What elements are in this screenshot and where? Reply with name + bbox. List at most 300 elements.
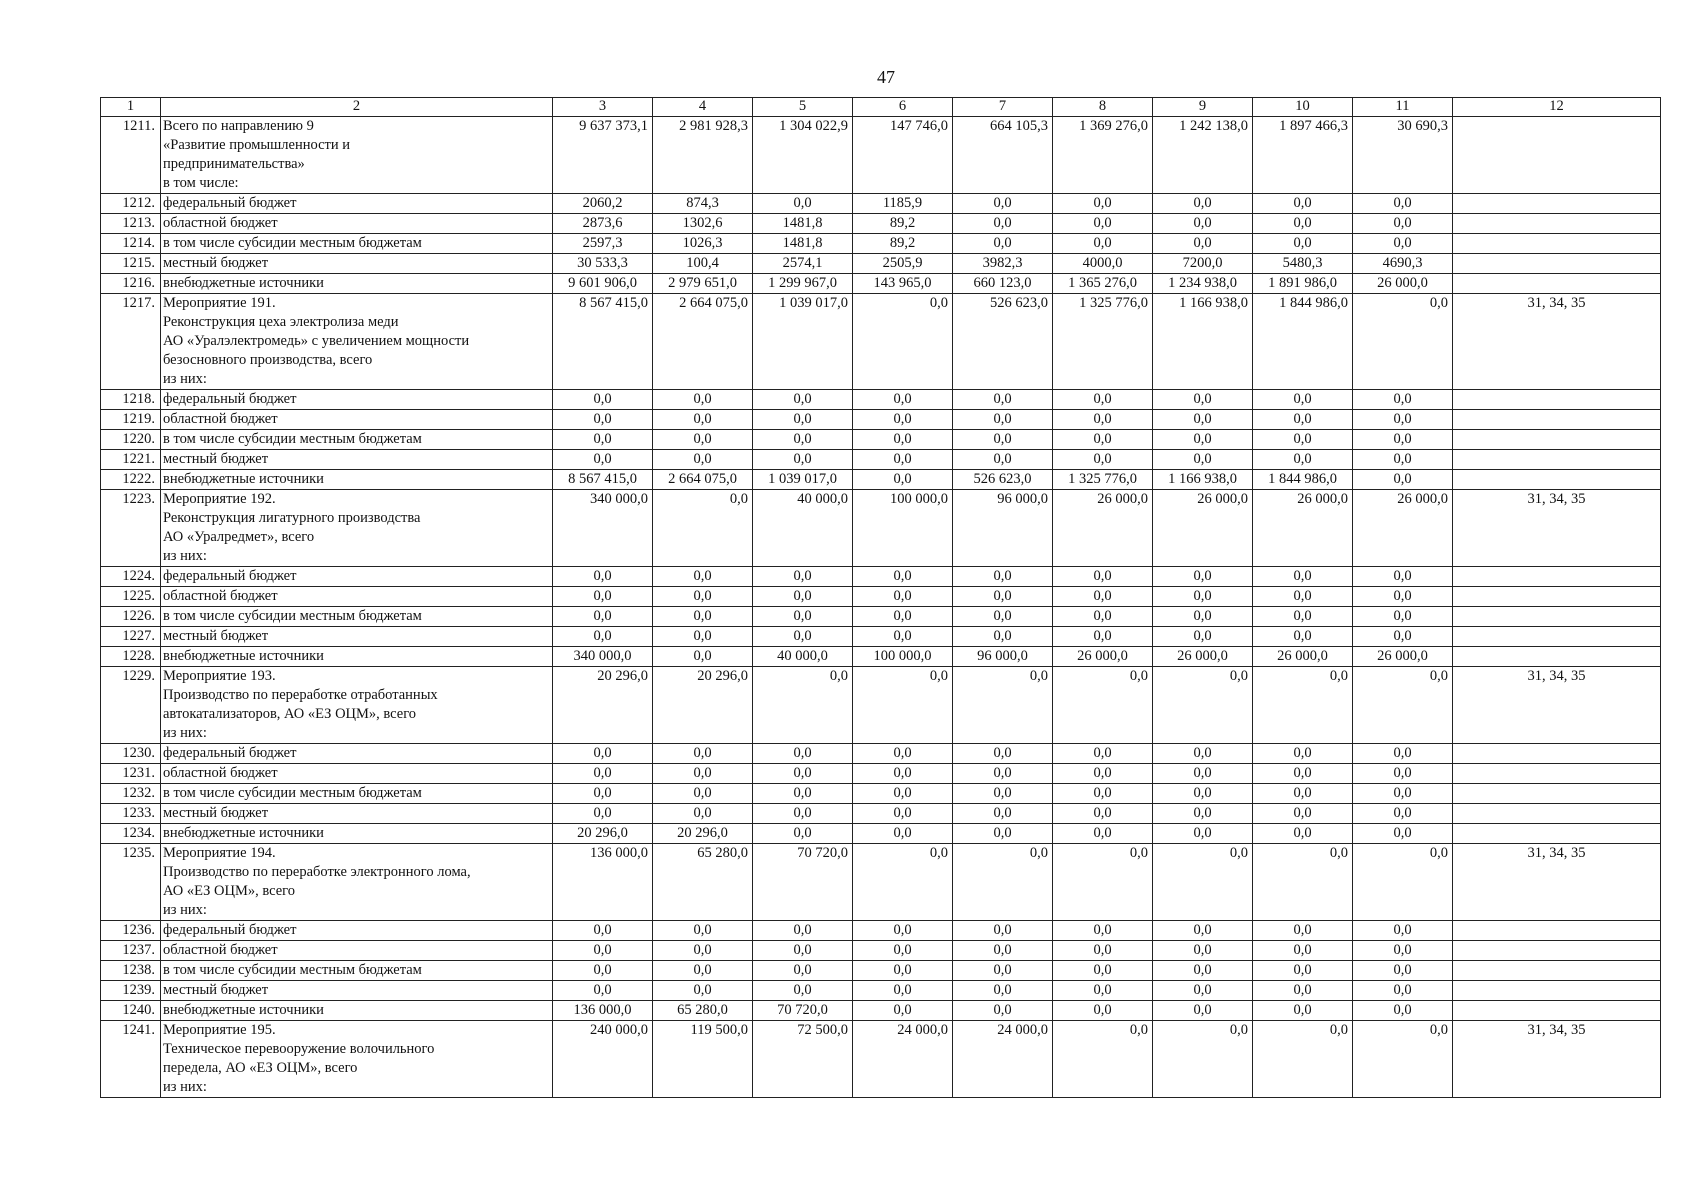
value-cell: 9 637 373,1 xyxy=(553,117,653,194)
value-cell: 0,0 xyxy=(1053,764,1153,784)
value-cell: 0,0 xyxy=(1053,981,1153,1001)
value-cell: 20 296,0 xyxy=(653,824,753,844)
value-cell: 3982,3 xyxy=(953,254,1053,274)
table-row xyxy=(101,430,1661,450)
value-cell: 0,0 xyxy=(1153,450,1253,470)
value-cell: 2873,6 xyxy=(553,214,653,234)
value-cell: 26 000,0 xyxy=(1253,647,1353,667)
value-cell: 1 844 986,0 xyxy=(1253,294,1353,390)
table-row xyxy=(101,450,1661,470)
value-cell: 70 720,0 xyxy=(753,1001,853,1021)
value-cell: 0,0 xyxy=(1153,410,1253,430)
row-name: местный бюджет xyxy=(161,450,553,470)
value-cell: 0,0 xyxy=(1353,450,1453,470)
value-cell: 0,0 xyxy=(553,981,653,1001)
value-cell: 0,0 xyxy=(953,981,1053,1001)
value-cell: 26 000,0 xyxy=(1353,274,1453,294)
value-cell: 0,0 xyxy=(1253,627,1353,647)
table-row xyxy=(101,470,1661,490)
value-cell: 26 000,0 xyxy=(1353,490,1453,567)
row-name: местный бюджет xyxy=(161,981,553,1001)
value-cell: 0,0 xyxy=(953,764,1053,784)
value-cell: 96 000,0 xyxy=(953,647,1053,667)
value-cell: 0,0 xyxy=(853,470,953,490)
value-cell: 0,0 xyxy=(1053,450,1153,470)
value-cell: 89,2 xyxy=(853,234,953,254)
value-cell: 0,0 xyxy=(553,764,653,784)
value-cell: 0,0 xyxy=(1153,961,1253,981)
value-cell: 0,0 xyxy=(1353,941,1453,961)
value-cell: 0,0 xyxy=(853,1001,953,1021)
value-cell: 0,0 xyxy=(653,627,753,647)
value-cell: 0,0 xyxy=(953,667,1053,744)
row-name: внебюджетные источники xyxy=(161,470,553,490)
row-name: в том числе субсидии местным бюджетам xyxy=(161,784,553,804)
value-cell: 0,0 xyxy=(953,450,1053,470)
row-name: Мероприятие 192. Реконструкция лигатурного производства АО «Уралредмет», всего из них: xyxy=(161,490,553,567)
value-cell: 0,0 xyxy=(1053,744,1153,764)
value-cell: 26 000,0 xyxy=(1353,647,1453,667)
value-cell: 0,0 xyxy=(753,824,853,844)
table-row xyxy=(101,941,1661,961)
value-cell: 0,0 xyxy=(653,961,753,981)
value-cell: 0,0 xyxy=(1053,410,1153,430)
value-cell: 0,0 xyxy=(853,744,953,764)
value-cell: 2 664 075,0 xyxy=(653,470,753,490)
table-row xyxy=(101,234,1661,254)
value-cell: 0,0 xyxy=(853,627,953,647)
row-name: местный бюджет xyxy=(161,254,553,274)
value-cell: 0,0 xyxy=(1153,234,1253,254)
row-number: 1223. xyxy=(101,490,161,567)
value-cell: 0,0 xyxy=(753,981,853,1001)
value-cell: 0,0 xyxy=(1253,981,1353,1001)
value-cell: 1 039 017,0 xyxy=(753,470,853,490)
table-row xyxy=(101,587,1661,607)
value-cell: 147 746,0 xyxy=(853,117,953,194)
value-cell: 0,0 xyxy=(1153,921,1253,941)
value-cell: 0,0 xyxy=(753,587,853,607)
target-indicators-cell: 31, 34, 35 xyxy=(1453,844,1661,921)
value-cell: 1185,9 xyxy=(853,194,953,214)
table-row xyxy=(101,921,1661,941)
value-cell: 2505,9 xyxy=(853,254,953,274)
value-cell: 0,0 xyxy=(1353,1001,1453,1021)
target-indicators-cell: 31, 34, 35 xyxy=(1453,490,1661,567)
value-cell: 1 897 466,3 xyxy=(1253,117,1353,194)
value-cell: 0,0 xyxy=(553,627,653,647)
value-cell: 0,0 xyxy=(1053,390,1153,410)
value-cell: 0,0 xyxy=(853,941,953,961)
value-cell: 0,0 xyxy=(553,567,653,587)
value-cell: 0,0 xyxy=(653,784,753,804)
value-cell: 0,0 xyxy=(1253,1001,1353,1021)
value-cell: 0,0 xyxy=(653,450,753,470)
value-cell: 119 500,0 xyxy=(653,1021,753,1098)
value-cell: 8 567 415,0 xyxy=(553,294,653,390)
value-cell: 0,0 xyxy=(953,627,1053,647)
target-indicators-cell xyxy=(1453,764,1661,784)
value-cell: 2 979 651,0 xyxy=(653,274,753,294)
target-indicators-cell xyxy=(1453,784,1661,804)
column-number-header: 3 xyxy=(553,98,653,117)
row-number: 1240. xyxy=(101,1001,161,1021)
target-indicators-cell xyxy=(1453,470,1661,490)
value-cell: 1 844 986,0 xyxy=(1253,470,1353,490)
table-row xyxy=(101,764,1661,784)
value-cell: 0,0 xyxy=(1153,667,1253,744)
value-cell: 0,0 xyxy=(1053,784,1153,804)
value-cell: 0,0 xyxy=(1053,234,1153,254)
value-cell: 0,0 xyxy=(1253,567,1353,587)
value-cell: 100 000,0 xyxy=(853,647,953,667)
value-cell: 24 000,0 xyxy=(853,1021,953,1098)
value-cell: 0,0 xyxy=(653,430,753,450)
table-row xyxy=(101,117,1661,194)
value-cell: 0,0 xyxy=(553,587,653,607)
value-cell: 0,0 xyxy=(853,981,953,1001)
value-cell: 2 664 075,0 xyxy=(653,294,753,390)
row-number: 1236. xyxy=(101,921,161,941)
value-cell: 0,0 xyxy=(1153,627,1253,647)
value-cell: 0,0 xyxy=(1153,784,1253,804)
value-cell: 0,0 xyxy=(1353,667,1453,744)
target-indicators-cell xyxy=(1453,567,1661,587)
value-cell: 0,0 xyxy=(1053,667,1153,744)
column-number-header: 4 xyxy=(653,98,753,117)
value-cell: 0,0 xyxy=(953,587,1053,607)
value-cell: 0,0 xyxy=(953,961,1053,981)
value-cell: 0,0 xyxy=(553,961,653,981)
row-name: местный бюджет xyxy=(161,804,553,824)
value-cell: 20 296,0 xyxy=(553,824,653,844)
value-cell: 0,0 xyxy=(1153,941,1253,961)
row-number: 1238. xyxy=(101,961,161,981)
value-cell: 664 105,3 xyxy=(953,117,1053,194)
value-cell: 40 000,0 xyxy=(753,490,853,567)
value-cell: 0,0 xyxy=(953,607,1053,627)
value-cell: 0,0 xyxy=(753,784,853,804)
value-cell: 0,0 xyxy=(953,567,1053,587)
table-row xyxy=(101,410,1661,430)
row-number: 1231. xyxy=(101,764,161,784)
column-number-header: 9 xyxy=(1153,98,1253,117)
value-cell: 0,0 xyxy=(1053,627,1153,647)
value-cell: 0,0 xyxy=(1353,784,1453,804)
value-cell: 0,0 xyxy=(553,390,653,410)
value-cell: 4000,0 xyxy=(1053,254,1153,274)
value-cell: 1302,6 xyxy=(653,214,753,234)
table-row xyxy=(101,194,1661,214)
value-cell: 0,0 xyxy=(753,804,853,824)
value-cell: 0,0 xyxy=(1053,430,1153,450)
row-number: 1213. xyxy=(101,214,161,234)
value-cell: 26 000,0 xyxy=(1053,490,1153,567)
value-cell: 4690,3 xyxy=(1353,254,1453,274)
target-indicators-cell xyxy=(1453,450,1661,470)
value-cell: 0,0 xyxy=(853,961,953,981)
value-cell: 0,0 xyxy=(1053,941,1153,961)
value-cell: 0,0 xyxy=(1253,921,1353,941)
target-indicators-cell xyxy=(1453,410,1661,430)
table-row xyxy=(101,784,1661,804)
value-cell: 0,0 xyxy=(653,607,753,627)
value-cell: 65 280,0 xyxy=(653,844,753,921)
column-number-header: 12 xyxy=(1453,98,1661,117)
value-cell: 9 601 906,0 xyxy=(553,274,653,294)
value-cell: 0,0 xyxy=(1353,607,1453,627)
row-number: 1235. xyxy=(101,844,161,921)
target-indicators-cell xyxy=(1453,274,1661,294)
value-cell: 0,0 xyxy=(1353,961,1453,981)
value-cell: 526 623,0 xyxy=(953,294,1053,390)
row-number: 1230. xyxy=(101,744,161,764)
table-row xyxy=(101,744,1661,764)
value-cell: 0,0 xyxy=(753,744,853,764)
value-cell: 1 299 967,0 xyxy=(753,274,853,294)
value-cell: 0,0 xyxy=(853,921,953,941)
value-cell: 0,0 xyxy=(953,214,1053,234)
value-cell: 0,0 xyxy=(853,450,953,470)
value-cell: 0,0 xyxy=(1353,567,1453,587)
value-cell: 89,2 xyxy=(853,214,953,234)
value-cell: 0,0 xyxy=(653,804,753,824)
value-cell: 100 000,0 xyxy=(853,490,953,567)
value-cell: 1 039 017,0 xyxy=(753,294,853,390)
value-cell: 0,0 xyxy=(853,844,953,921)
target-indicators-cell xyxy=(1453,234,1661,254)
row-name: областной бюджет xyxy=(161,764,553,784)
value-cell: 65 280,0 xyxy=(653,1001,753,1021)
row-number: 1227. xyxy=(101,627,161,647)
row-name: внебюджетные источники xyxy=(161,824,553,844)
row-name: местный бюджет xyxy=(161,627,553,647)
value-cell: 0,0 xyxy=(953,1001,1053,1021)
value-cell: 0,0 xyxy=(553,430,653,450)
row-name: федеральный бюджет xyxy=(161,744,553,764)
row-number: 1220. xyxy=(101,430,161,450)
value-cell: 1 325 776,0 xyxy=(1053,470,1153,490)
value-cell: 0,0 xyxy=(1353,430,1453,450)
value-cell: 143 965,0 xyxy=(853,274,953,294)
value-cell: 0,0 xyxy=(653,390,753,410)
target-indicators-cell xyxy=(1453,254,1661,274)
value-cell: 0,0 xyxy=(753,430,853,450)
value-cell: 26 000,0 xyxy=(1053,647,1153,667)
row-number: 1214. xyxy=(101,234,161,254)
value-cell: 0,0 xyxy=(753,764,853,784)
value-cell: 0,0 xyxy=(1253,214,1353,234)
target-indicators-cell xyxy=(1453,194,1661,214)
row-number: 1212. xyxy=(101,194,161,214)
value-cell: 0,0 xyxy=(953,824,1053,844)
value-cell: 0,0 xyxy=(953,744,1053,764)
target-indicators-cell xyxy=(1453,430,1661,450)
target-indicators-cell xyxy=(1453,981,1661,1001)
row-name: областной бюджет xyxy=(161,214,553,234)
value-cell: 0,0 xyxy=(653,410,753,430)
target-indicators-cell: 31, 34, 35 xyxy=(1453,1021,1661,1098)
target-indicators-cell xyxy=(1453,961,1661,981)
row-name: внебюджетные источники xyxy=(161,647,553,667)
value-cell: 0,0 xyxy=(853,764,953,784)
value-cell: 0,0 xyxy=(753,667,853,744)
value-cell: 0,0 xyxy=(1353,627,1453,647)
row-name: в том числе субсидии местным бюджетам xyxy=(161,234,553,254)
value-cell: 0,0 xyxy=(753,627,853,647)
value-cell: 0,0 xyxy=(1353,921,1453,941)
value-cell: 0,0 xyxy=(1353,470,1453,490)
value-cell: 0,0 xyxy=(853,587,953,607)
value-cell: 0,0 xyxy=(953,430,1053,450)
value-cell: 0,0 xyxy=(753,450,853,470)
value-cell: 1481,8 xyxy=(753,234,853,254)
table-row xyxy=(101,961,1661,981)
row-number: 1219. xyxy=(101,410,161,430)
table-row xyxy=(101,294,1661,390)
target-indicators-cell xyxy=(1453,214,1661,234)
value-cell: 70 720,0 xyxy=(753,844,853,921)
value-cell: 136 000,0 xyxy=(553,844,653,921)
row-number: 1237. xyxy=(101,941,161,961)
value-cell: 0,0 xyxy=(953,194,1053,214)
value-cell: 0,0 xyxy=(1253,194,1353,214)
column-number-header: 11 xyxy=(1353,98,1453,117)
value-cell: 0,0 xyxy=(553,921,653,941)
value-cell: 0,0 xyxy=(753,607,853,627)
target-indicators-cell xyxy=(1453,117,1661,194)
value-cell: 0,0 xyxy=(853,607,953,627)
value-cell: 26 000,0 xyxy=(1153,647,1253,667)
budget-table xyxy=(100,97,1661,1098)
value-cell: 0,0 xyxy=(1353,744,1453,764)
target-indicators-cell xyxy=(1453,921,1661,941)
target-indicators-cell xyxy=(1453,587,1661,607)
value-cell: 0,0 xyxy=(553,804,653,824)
table-row xyxy=(101,390,1661,410)
value-cell: 0,0 xyxy=(1153,744,1253,764)
row-name: в том числе субсидии местным бюджетам xyxy=(161,607,553,627)
value-cell: 0,0 xyxy=(1053,844,1153,921)
value-cell: 0,0 xyxy=(1153,1001,1253,1021)
value-cell: 0,0 xyxy=(1253,804,1353,824)
value-cell: 0,0 xyxy=(1053,921,1153,941)
value-cell: 24 000,0 xyxy=(953,1021,1053,1098)
value-cell: 0,0 xyxy=(1253,824,1353,844)
value-cell: 0,0 xyxy=(1253,744,1353,764)
row-name: в том числе субсидии местным бюджетам xyxy=(161,961,553,981)
value-cell: 0,0 xyxy=(553,744,653,764)
row-name: Мероприятие 194. Производство по переработке электронного лома, АО «ЕЗ ОЦМ», всего из них: xyxy=(161,844,553,921)
row-name: Мероприятие 191. Реконструкция цеха электролиза меди АО «Уралэлектромедь» с увеличением мощности безосновного производства, всего из них: xyxy=(161,294,553,390)
column-number-header: 10 xyxy=(1253,98,1353,117)
value-cell: 0,0 xyxy=(853,567,953,587)
value-cell: 1026,3 xyxy=(653,234,753,254)
value-cell: 0,0 xyxy=(953,234,1053,254)
row-name: в том числе субсидии местным бюджетам xyxy=(161,430,553,450)
value-cell: 0,0 xyxy=(1253,234,1353,254)
value-cell: 1 242 138,0 xyxy=(1153,117,1253,194)
value-cell: 0,0 xyxy=(553,941,653,961)
value-cell: 0,0 xyxy=(1153,430,1253,450)
value-cell: 136 000,0 xyxy=(553,1001,653,1021)
value-cell: 0,0 xyxy=(753,921,853,941)
value-cell: 0,0 xyxy=(853,294,953,390)
value-cell: 1 234 938,0 xyxy=(1153,274,1253,294)
row-number: 1218. xyxy=(101,390,161,410)
value-cell: 0,0 xyxy=(1353,410,1453,430)
row-number: 1228. xyxy=(101,647,161,667)
value-cell: 0,0 xyxy=(1353,804,1453,824)
value-cell: 0,0 xyxy=(1353,844,1453,921)
value-cell: 0,0 xyxy=(1053,567,1153,587)
table-row xyxy=(101,804,1661,824)
value-cell: 0,0 xyxy=(653,647,753,667)
value-cell: 240 000,0 xyxy=(553,1021,653,1098)
value-cell: 0,0 xyxy=(1053,1001,1153,1021)
value-cell: 874,3 xyxy=(653,194,753,214)
table-row xyxy=(101,567,1661,587)
value-cell: 0,0 xyxy=(1353,824,1453,844)
value-cell: 40 000,0 xyxy=(753,647,853,667)
value-cell: 0,0 xyxy=(1253,587,1353,607)
value-cell: 0,0 xyxy=(653,587,753,607)
value-cell: 0,0 xyxy=(553,784,653,804)
row-number: 1239. xyxy=(101,981,161,1001)
value-cell: 0,0 xyxy=(1053,1021,1153,1098)
table-row xyxy=(101,627,1661,647)
column-number-header: 8 xyxy=(1053,98,1153,117)
value-cell: 0,0 xyxy=(753,941,853,961)
value-cell: 0,0 xyxy=(1253,1021,1353,1098)
value-cell: 0,0 xyxy=(1253,410,1353,430)
value-cell: 0,0 xyxy=(1053,824,1153,844)
value-cell: 0,0 xyxy=(953,941,1053,961)
value-cell: 1 891 986,0 xyxy=(1253,274,1353,294)
row-name: внебюджетные источники xyxy=(161,1001,553,1021)
target-indicators-cell xyxy=(1453,744,1661,764)
value-cell: 0,0 xyxy=(1353,294,1453,390)
value-cell: 0,0 xyxy=(853,824,953,844)
row-number: 1222. xyxy=(101,470,161,490)
value-cell: 0,0 xyxy=(853,390,953,410)
value-cell: 26 000,0 xyxy=(1253,490,1353,567)
value-cell: 0,0 xyxy=(1353,234,1453,254)
value-cell: 340 000,0 xyxy=(553,647,653,667)
value-cell: 0,0 xyxy=(653,490,753,567)
value-cell: 0,0 xyxy=(1353,981,1453,1001)
value-cell: 0,0 xyxy=(653,744,753,764)
value-cell: 1 166 938,0 xyxy=(1153,294,1253,390)
value-cell: 0,0 xyxy=(953,921,1053,941)
value-cell: 5480,3 xyxy=(1253,254,1353,274)
value-cell: 96 000,0 xyxy=(953,490,1053,567)
value-cell: 0,0 xyxy=(853,430,953,450)
value-cell: 1 325 776,0 xyxy=(1053,294,1153,390)
value-cell: 0,0 xyxy=(1253,667,1353,744)
value-cell: 660 123,0 xyxy=(953,274,1053,294)
value-cell: 0,0 xyxy=(1153,390,1253,410)
value-cell: 0,0 xyxy=(1053,804,1153,824)
value-cell: 72 500,0 xyxy=(753,1021,853,1098)
value-cell: 8 567 415,0 xyxy=(553,470,653,490)
row-number: 1215. xyxy=(101,254,161,274)
value-cell: 0,0 xyxy=(1153,824,1253,844)
row-name: областной бюджет xyxy=(161,587,553,607)
value-cell: 0,0 xyxy=(753,390,853,410)
value-cell: 1 304 022,9 xyxy=(753,117,853,194)
row-number: 1241. xyxy=(101,1021,161,1098)
